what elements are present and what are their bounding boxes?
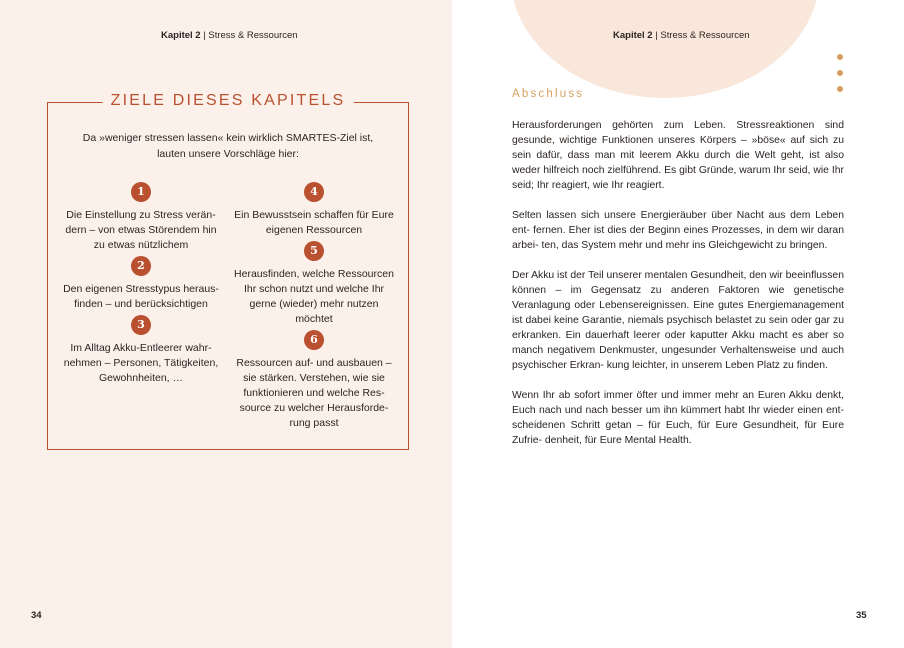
goal-item-2 bbox=[61, 256, 221, 312]
page-number-right: 35 bbox=[856, 610, 867, 621]
page-number-left: 34 bbox=[31, 610, 42, 621]
paragraph-3: Der Akku ist der Teil unserer mentalen Gesundheit, den wir beeinflussen können – im Gegensatz zu anderen Faktoren wie genetische Veranlagung oder Lebensereignissen. Eine gutes Energiemanagement ist dabei keine Garantie, niemals psychisch belastet zu sein oder gar zu erkranken. Ein dauerhaft leerer oder kaputter Akku macht es aber so manch negativem Denkmuster, ungesunder Verhaltensweise und auch psychischer Erkran- kung leichter, in unserem Leben Platz zu finden. bbox=[512, 270, 844, 371]
paragraph-1: Herausforderungen gehörten zum Leben. Stressreaktionen sind gesunde, wichtige Funktionen unseres Körpers – »böse« auf sich zu sein dafür, dass man mit leerem Akku durch die Welt geht, ist also weder hilfreich noch zielführend. Es gibt Gründe, warum Ihr seid, wie Ihr seid; Ihr reagiert, wie Ihr reagiert. bbox=[512, 120, 844, 191]
goals-box-title: ZIELE DIESES KAPITELS bbox=[103, 92, 354, 110]
chapter-label: Kapitel 2 bbox=[161, 30, 201, 41]
running-head-left bbox=[161, 30, 298, 41]
goal-number-badge: 3 bbox=[131, 315, 151, 335]
goals-intro: Da »weniger stressen lassen« kein wirklich SMARTES-Ziel ist, lauten unsere Vorschläge hier: bbox=[82, 132, 374, 160]
running-head-separator: | bbox=[655, 30, 658, 41]
running-head-separator: | bbox=[203, 30, 206, 41]
chapter-title: Stress & Ressourcen bbox=[208, 30, 298, 41]
goal-item-5 bbox=[234, 241, 394, 327]
goal-item-text: Den eigenen Stresstypus heraus- finden – und berücksichtigen bbox=[63, 283, 219, 310]
dot-icon bbox=[837, 70, 843, 76]
goal-item-4 bbox=[234, 182, 394, 238]
goal-number-badge: 5 bbox=[304, 241, 324, 261]
paragraph-2: Selten lassen sich unsere Energieräuber über Nacht aus dem Leben ent- fernen. Eher ist dies der Beginn eines Prozesses, in dem wir daran arbei- ten, das System mehr und mehr ins Gleichgewicht zu bringen. bbox=[512, 210, 844, 251]
goal-item-6 bbox=[234, 330, 394, 431]
goal-item-text: Herausfinden, welche Ressourcen Ihr schon nutzt und welche Ihr gerne (wieder) mehr nutzen möchtet bbox=[234, 268, 394, 325]
goal-item-text: Ein Bewusstsein schaffen für Eure eigenen Ressourcen bbox=[234, 209, 394, 236]
decorative-dots bbox=[837, 54, 847, 102]
chapter-label: Kapitel 2 bbox=[613, 30, 653, 41]
goal-item-3 bbox=[61, 315, 221, 386]
goal-number-badge: 1 bbox=[131, 182, 151, 202]
decorative-blob bbox=[510, 0, 820, 98]
goal-item-text: Die Einstellung zu Stress verän- dern – von etwas Störendem hin zu etwas nützlichem bbox=[65, 209, 217, 251]
goal-item-1 bbox=[61, 182, 221, 253]
section-title: Abschluss bbox=[512, 88, 585, 100]
goal-item-text: Im Alltag Akku-Entleerer wahr- nehmen – Personen, Tätigkeiten, Gewohnheiten, … bbox=[63, 342, 219, 384]
goals-box bbox=[47, 92, 409, 450]
goal-number-badge: 6 bbox=[304, 330, 324, 350]
goal-number-badge: 4 bbox=[304, 182, 324, 202]
dot-icon bbox=[837, 86, 843, 92]
body-text bbox=[512, 118, 844, 463]
dot-icon bbox=[837, 54, 843, 60]
goal-item-text: Ressourcen auf- und ausbauen – sie stärken. Verstehen, wie sie funktionieren und welche Res- source zu welcher Herausforde- rung passt bbox=[236, 357, 392, 429]
chapter-title: Stress & Ressourcen bbox=[660, 30, 750, 41]
right-page bbox=[452, 0, 904, 648]
goal-number-badge: 2 bbox=[131, 256, 151, 276]
paragraph-4: Wenn Ihr ab sofort immer öfter und immer mehr an Euren Akku denkt, Euch nach und nach besser um ihn kümmert habt Ihr wieder einen ent- scheidenen Schritt getan – für Euch, für Eure Gesundheit, für Eure Zufrie- denheit, für Eure Mental Health. bbox=[512, 390, 844, 446]
running-head-right bbox=[613, 30, 750, 41]
